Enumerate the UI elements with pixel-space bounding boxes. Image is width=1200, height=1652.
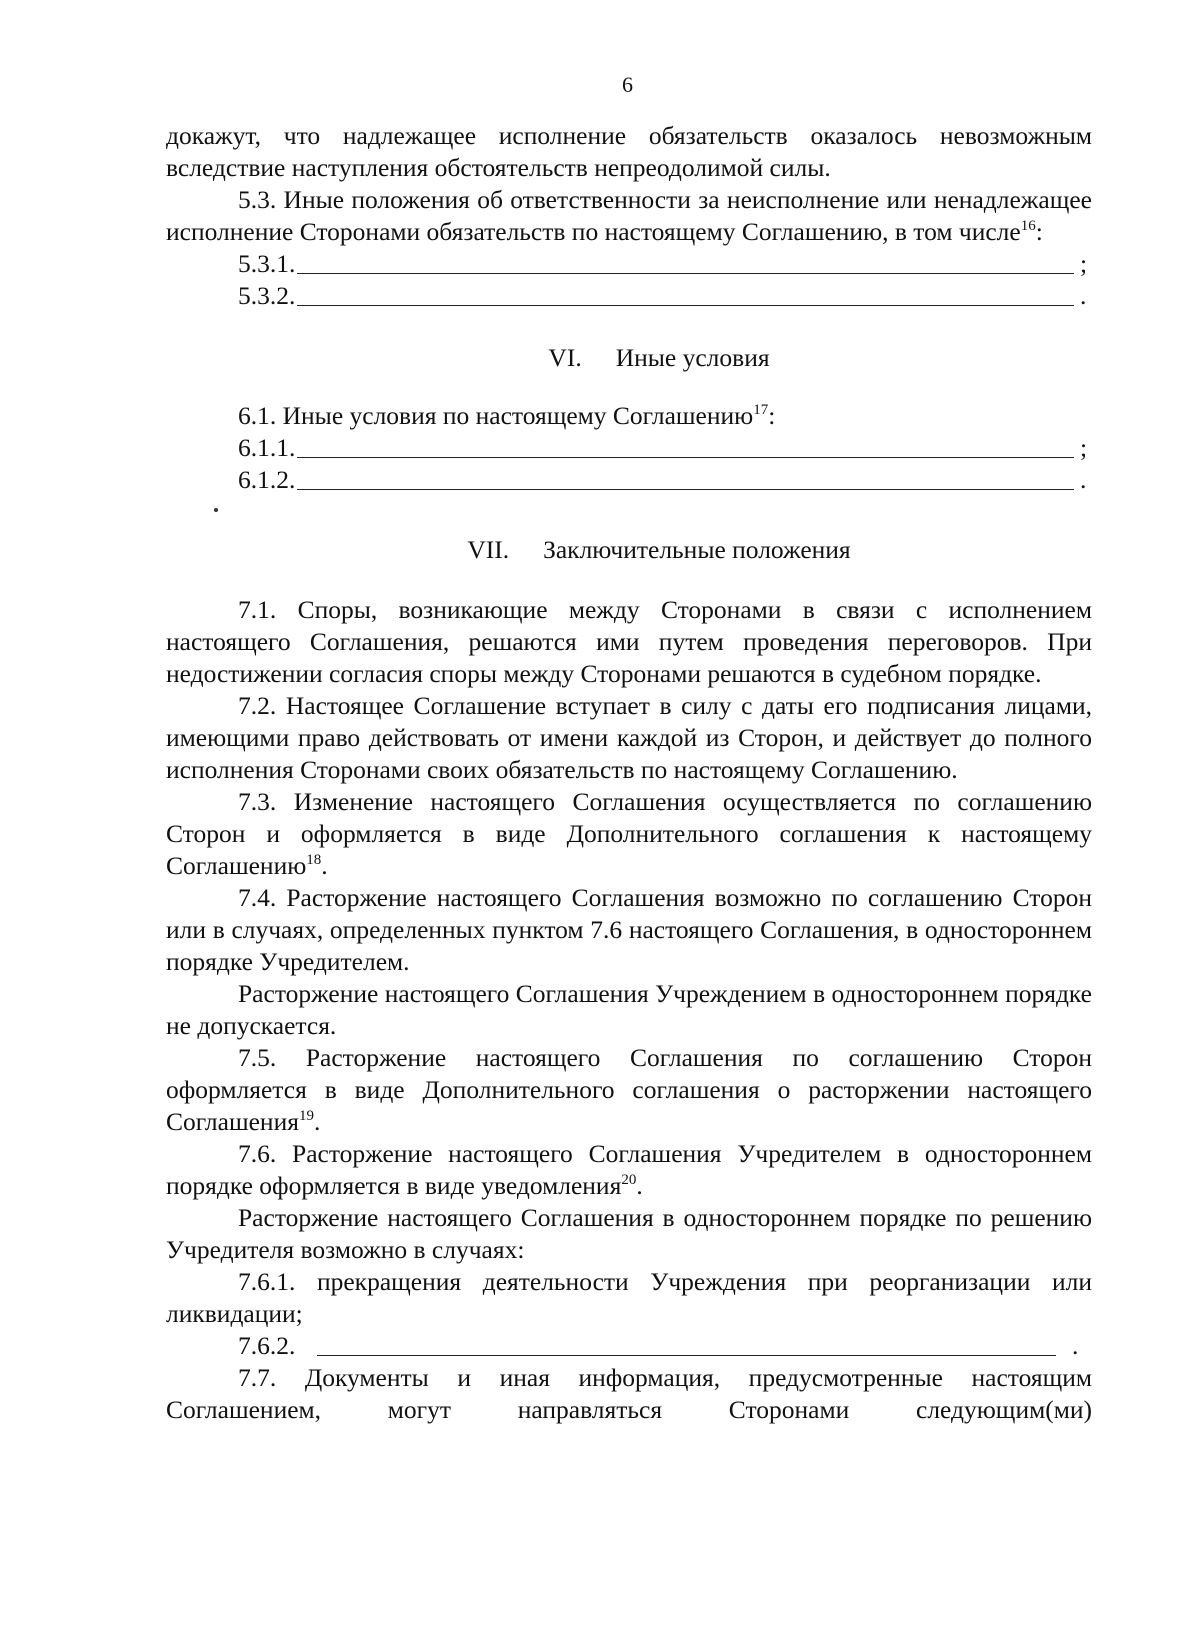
clause-5-3 <box>166 184 1092 248</box>
clause-7-4-note: Расторжение настоящего Соглашения Учреждением в одностороннем порядке не допускается. <box>166 979 1092 1040</box>
section-7-heading <box>166 534 1092 566</box>
footnote-ref-20: 20 <box>621 1172 637 1188</box>
footnote-ref-19: 19 <box>298 1108 314 1124</box>
clause-7-5-text: 7.5. Расторжение настоящего Соглашения по соглашению Сторон оформляется в виде Дополнительного соглашения о расторжении настоящего Соглашения <box>166 1043 1092 1136</box>
blank-6-1-1-number: 6.1.1. <box>238 433 296 462</box>
clause-6-1-colon: : <box>768 401 776 430</box>
clause-7-6 <box>166 1138 1092 1202</box>
section-6-heading <box>166 342 1092 374</box>
section-6-title: Иные условия <box>615 343 770 372</box>
blank-5-3-2-number: 5.3.2. <box>238 281 296 310</box>
clause-7-5 <box>166 1042 1092 1138</box>
fill-in-line <box>297 273 1074 274</box>
clause-7-6-text: 7.6. Расторжение настоящего Соглашения Учредителем в одностороннем порядке оформляется в виде уведомления <box>166 1139 1092 1200</box>
blank-7-6-2-end: . <box>1072 1331 1079 1360</box>
clause-7-5-end: . <box>313 1107 321 1136</box>
blank-6-1-2-end: . <box>1080 465 1087 494</box>
section-6-roman: VI. <box>548 343 582 372</box>
blank-5-3-2-end: . <box>1080 281 1087 310</box>
footnote-ref-16: 16 <box>1020 218 1036 234</box>
blank-5-3-2 <box>166 280 1092 312</box>
clause-5-3-colon: : <box>1035 217 1043 246</box>
clause-7-6-end: . <box>636 1171 643 1200</box>
clause-6-1-text: 6.1. Иные условия по настоящему Соглашению <box>238 401 754 430</box>
clause-7-7: 7.7. Документы и иная информация, предусмотренные настоящим Соглашением, могут направляться Сторонами следующим(ми) <box>166 1363 1092 1424</box>
clause-6-1 <box>166 400 1092 432</box>
blank-7-6-2 <box>166 1330 1092 1362</box>
footnote-ref-17: 17 <box>753 402 769 418</box>
clause-7-3-end: . <box>321 851 328 880</box>
blank-6-1-2-number: 6.1.2. <box>238 465 296 494</box>
clause-7-6-cases: Расторжение настоящего Соглашения в одностороннем порядке по решению Учредителя возможно в случаях: <box>166 1203 1092 1264</box>
fill-in-line <box>297 457 1074 458</box>
page-number: 6 <box>622 72 633 97</box>
fill-in-line <box>297 489 1074 490</box>
clause-7-1: 7.1. Споры, возникающие между Сторонами в связи с исполнением настоящего Соглашения, решаются ими путем проведения переговоров. При недостижении согласия споры между Сторонами решаются в судебном порядке. <box>166 595 1092 688</box>
blank-7-6-2-number: 7.6.2. <box>238 1331 296 1360</box>
clause-7-6-1: 7.6.1. прекращения деятельности Учреждения при реорганизации или ликвидации; <box>166 1267 1092 1328</box>
clause-7-4: 7.4. Расторжение настоящего Соглашения возможно по соглашению Сторон или в случаях, определенных пунктом 7.6 настоящего Соглашения, в одностороннем порядке Учредителем. <box>166 883 1092 976</box>
clause-5-3-text: 5.3. Иные положения об ответственности за неисполнение или ненадлежащее исполнение Сторонами обязательств по настоящему Соглашению, в том числе <box>166 185 1092 246</box>
clause-7-2: 7.2. Настоящее Соглашение вступает в силу с даты его подписания лицами, имеющими право действовать от имени каждой из Сторон, и действует до полного исполнения Сторонами своих обязательств по настоящему Соглашению. <box>166 691 1092 784</box>
blank-6-1-2 <box>166 464 1092 496</box>
page-body <box>166 120 1092 1426</box>
section-7-title: Заключительные положения <box>543 535 851 564</box>
section-7-roman: VII. <box>467 535 510 564</box>
blank-5-3-1-number: 5.3.1. <box>238 249 296 278</box>
clause-7-3 <box>166 786 1092 882</box>
fill-in-line <box>317 1355 1056 1356</box>
fill-in-line <box>297 305 1074 306</box>
blank-5-3-1-end: ; <box>1080 249 1088 278</box>
continued-paragraph: докажут, что надлежащее исполнение обязательств оказалось невозможным вследствие наступления обстоятельств непреодолимой силы. <box>166 121 1092 182</box>
blank-5-3-1 <box>166 248 1092 280</box>
footnote-ref-18: 18 <box>306 852 322 868</box>
clause-7-3-text: 7.3. Изменение настоящего Соглашения осуществляется по соглашению Сторон и оформляется в виде Дополнительного соглашения к настоящему Соглашению <box>166 787 1092 880</box>
blank-6-1-1 <box>166 432 1092 464</box>
blank-6-1-1-end: ; <box>1080 433 1088 462</box>
